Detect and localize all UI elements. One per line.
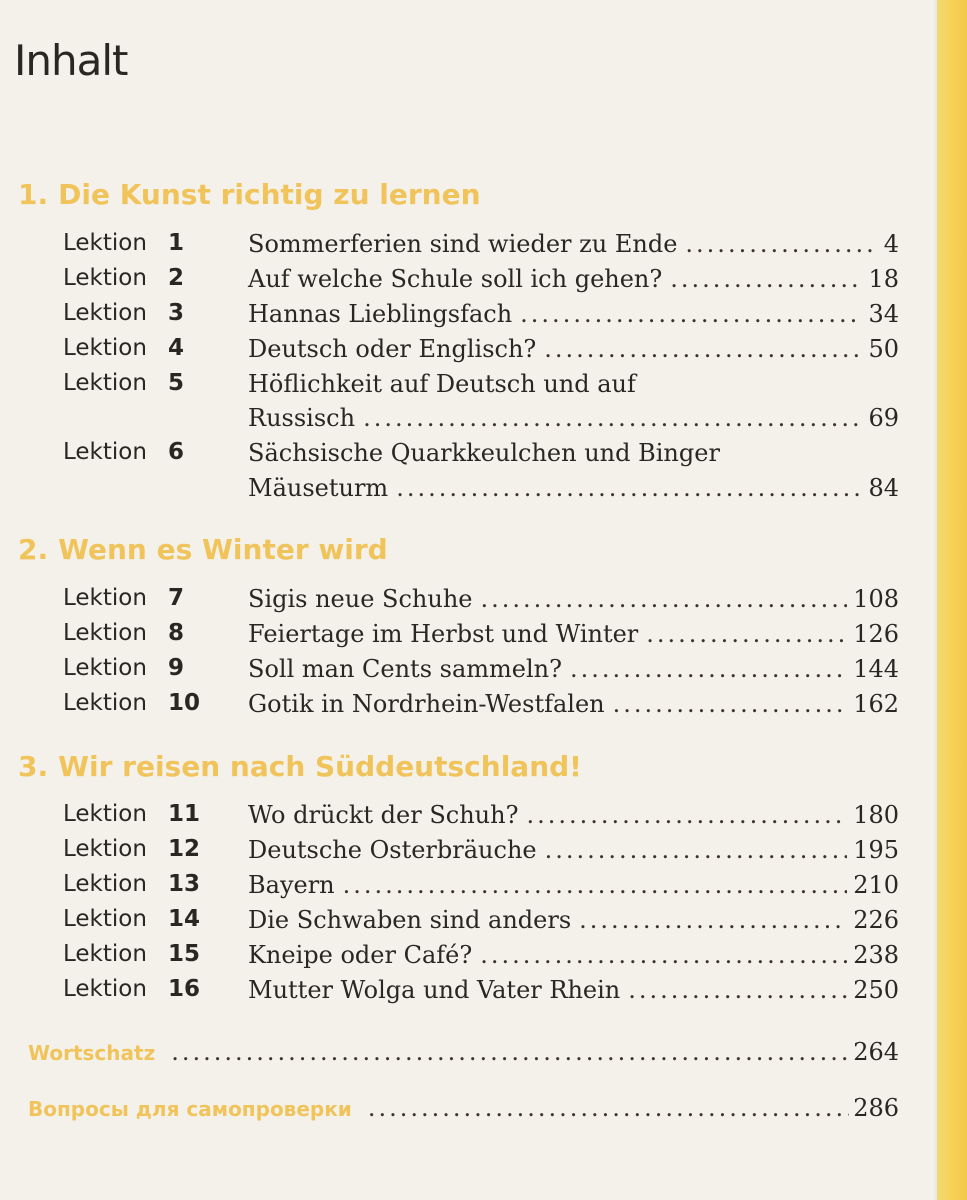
lektion-label: Lektion — [63, 370, 147, 396]
toc-entry[interactable] — [0, 370, 967, 404]
lesson-title: Kneipe oder Café? — [248, 941, 473, 969]
lektion-label: Lektion — [63, 585, 147, 611]
lesson-title-continuation: Mäuseturm — [248, 474, 389, 502]
toc-entry[interactable] — [0, 941, 967, 975]
dot-leader — [520, 300, 862, 328]
lektion-label: Lektion — [63, 439, 147, 465]
page-number: 286 — [853, 1094, 899, 1122]
lesson-title: Hannas Lieblingsfach — [248, 300, 513, 328]
dot-leader — [579, 906, 847, 934]
page-number: 34 — [868, 300, 899, 328]
lektion-number: 9 — [168, 655, 185, 681]
toc-entry[interactable] — [0, 620, 967, 654]
section-title: Die Kunst richtig zu lernen — [58, 178, 481, 211]
page-number: 238 — [853, 941, 899, 969]
toc-entry-self-check[interactable] — [28, 1094, 899, 1128]
toc-entry[interactable] — [0, 690, 967, 724]
page-number: 84 — [868, 474, 899, 502]
toc-entry[interactable] — [0, 871, 967, 905]
lektion-number: 10 — [168, 690, 201, 716]
dot-leader — [613, 690, 848, 718]
page-number: 144 — [853, 655, 899, 683]
page-number: 195 — [853, 836, 899, 864]
section-heading-1 — [18, 178, 481, 211]
lesson-title: Auf welche Schule soll ich gehen? — [248, 265, 663, 293]
dot-leader — [570, 655, 847, 683]
extra-label: Wortschatz — [28, 1041, 156, 1065]
lesson-title: Bayern — [248, 871, 335, 899]
lektion-label: Lektion — [63, 906, 147, 932]
lektion-number: 12 — [168, 836, 201, 862]
page-number: 226 — [853, 906, 899, 934]
dot-leader — [368, 1094, 849, 1122]
lektion-number: 4 — [168, 335, 185, 361]
page-number: 18 — [868, 265, 899, 293]
dot-leader — [526, 801, 847, 829]
section-number: 1. — [18, 178, 49, 211]
page-number: 162 — [853, 690, 899, 718]
toc-entry[interactable] — [0, 335, 967, 369]
page-number: 50 — [868, 335, 899, 363]
dot-leader — [480, 941, 847, 969]
page-number: 210 — [853, 871, 899, 899]
lektion-number: 11 — [168, 801, 201, 827]
lesson-title: Deutsch oder Englisch? — [248, 335, 537, 363]
lektion-label: Lektion — [63, 871, 147, 897]
dot-leader — [544, 335, 862, 363]
toc-entry[interactable] — [0, 230, 967, 264]
lektion-label: Lektion — [63, 655, 147, 681]
section-number: 2. — [18, 533, 49, 566]
lektion-number: 13 — [168, 871, 201, 897]
section-title: Wir reisen nach Süddeutschland! — [58, 750, 582, 783]
lektion-number: 15 — [168, 941, 201, 967]
section-number: 3. — [18, 750, 49, 783]
toc-entry-continuation[interactable] — [0, 474, 967, 508]
toc-entry-wortschatz[interactable] — [28, 1038, 899, 1072]
lektion-label: Lektion — [63, 335, 147, 361]
lesson-title: Die Schwaben sind anders — [248, 906, 572, 934]
lektion-number: 16 — [168, 976, 201, 1002]
lektion-label: Lektion — [63, 801, 147, 827]
lektion-label: Lektion — [63, 941, 147, 967]
extra-label: Вопросы для самопроверки — [28, 1097, 352, 1121]
lektion-number: 1 — [168, 230, 185, 256]
page-number: 4 — [883, 230, 899, 258]
lektion-number: 14 — [168, 906, 201, 932]
lektion-number: 7 — [168, 585, 185, 611]
lektion-number: 3 — [168, 300, 185, 326]
lesson-title: Sigis neue Schuhe — [248, 585, 473, 613]
page-number: 264 — [853, 1038, 899, 1066]
lektion-label: Lektion — [63, 230, 147, 256]
section-title: Wenn es Winter wird — [58, 533, 388, 566]
lesson-title: Sächsische Quarkkeulchen und Binger — [248, 439, 720, 467]
toc-entry[interactable] — [0, 801, 967, 835]
lektion-number: 6 — [168, 439, 185, 465]
page-number: 69 — [868, 404, 899, 432]
dot-leader — [685, 230, 877, 258]
dot-leader — [171, 1038, 849, 1066]
toc-entry-continuation[interactable] — [0, 404, 967, 438]
dot-leader — [396, 474, 862, 502]
dot-leader — [628, 976, 847, 1004]
lektion-label: Lektion — [63, 976, 147, 1002]
lesson-title: Mutter Wolga und Vater Rhein — [248, 976, 621, 1004]
lesson-title: Sommerferien sind wieder zu Ende — [248, 230, 678, 258]
page-number: 180 — [853, 801, 899, 829]
toc-entry[interactable] — [0, 836, 967, 870]
lektion-label: Lektion — [63, 690, 147, 716]
lektion-label: Lektion — [63, 620, 147, 646]
lektion-number: 5 — [168, 370, 185, 396]
section-heading-3 — [18, 750, 582, 783]
toc-entry[interactable] — [0, 439, 967, 473]
toc-entry[interactable] — [0, 300, 967, 334]
dot-leader — [343, 871, 848, 899]
toc-entry[interactable] — [0, 655, 967, 689]
dot-leader — [481, 585, 848, 613]
lektion-label: Lektion — [63, 300, 147, 326]
toc-entry[interactable] — [0, 976, 967, 1010]
lesson-title: Deutsche Osterbräuche — [248, 836, 537, 864]
lektion-number: 8 — [168, 620, 185, 646]
lektion-label: Lektion — [63, 265, 147, 291]
lektion-label: Lektion — [63, 836, 147, 862]
lesson-title: Höflichkeit auf Deutsch und auf — [248, 370, 636, 398]
dot-leader — [670, 265, 862, 293]
toc-entry[interactable] — [0, 265, 967, 299]
page-title: Inhalt — [14, 36, 128, 85]
dot-leader — [646, 620, 847, 648]
dot-leader — [545, 836, 848, 864]
lektion-number: 2 — [168, 265, 185, 291]
lesson-title-continuation: Russisch — [248, 404, 356, 432]
lesson-title: Wo drückt der Schuh? — [248, 801, 519, 829]
lesson-title: Feiertage im Herbst und Winter — [248, 620, 639, 648]
page-number: 108 — [853, 585, 899, 613]
section-heading-2 — [18, 533, 388, 566]
dot-leader — [363, 404, 862, 432]
lesson-title: Soll man Cents sammeln? — [248, 655, 562, 683]
lesson-title: Gotik in Nordrhein-Westfalen — [248, 690, 605, 718]
page-number: 250 — [853, 976, 899, 1004]
page-number: 126 — [853, 620, 899, 648]
toc-entry[interactable] — [0, 906, 967, 940]
toc-entry[interactable] — [0, 585, 967, 619]
